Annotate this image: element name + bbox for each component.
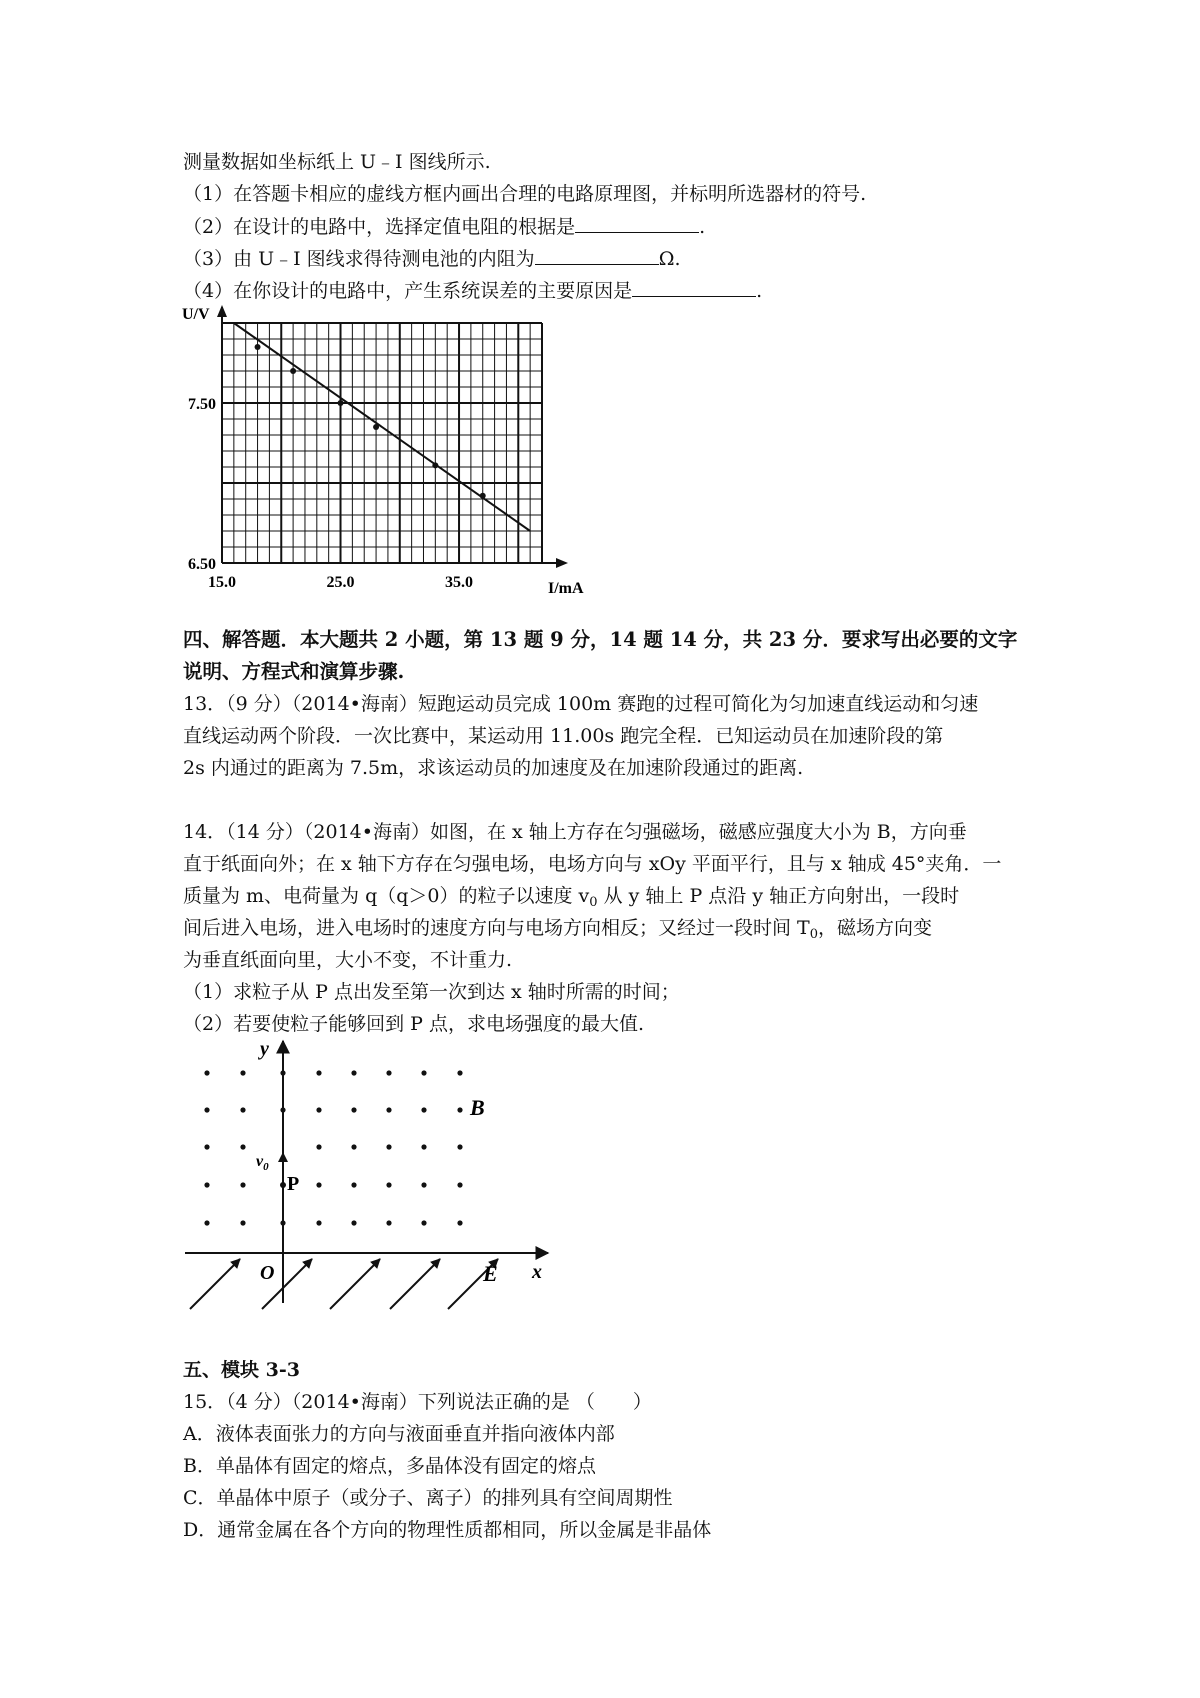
q14-part-1: （1）求粒子从 P 点出发至第一次到达 x 轴时所需的时间； (183, 981, 680, 1003)
y-axis-label: U/V (182, 306, 210, 323)
q15-option-c[interactable]: C．单晶体中原子（或分子、离子）的排列具有空间周期性 (183, 1487, 673, 1509)
field-dot (316, 1144, 321, 1149)
v-subscript: 0 (263, 1161, 269, 1173)
data-point (338, 400, 344, 406)
question-part-4 (183, 278, 762, 303)
q4-end: . (756, 280, 763, 302)
field-dot (457, 1182, 462, 1187)
q14-part-2: （2）若要使粒子能够回到 P 点，求电场强度的最大值. (183, 1013, 644, 1035)
point-p (280, 1182, 286, 1188)
x-axis-label: x (532, 1261, 542, 1283)
y-tick-label: 7.50 (188, 396, 216, 413)
q13-line-2: 直线运动两个阶段．一次比赛中，某运动用 11.00s 跑完全程．已知运动员在加速阶段的第 (183, 725, 944, 747)
field-dot (421, 1107, 426, 1112)
q4-text: （4）在你设计的电路中，产生系统误差的主要原因是 (183, 280, 633, 302)
field-dot (204, 1144, 209, 1149)
question-part-3 (183, 246, 680, 271)
q15-option-b[interactable]: B．单晶体有固定的熔点，多晶体没有固定的熔点 (183, 1455, 596, 1477)
q13-line-3: 2s 内通过的距离为 7.5m，求该运动员的加速度及在加速阶段通过的距离. (183, 757, 804, 779)
field-dot (457, 1220, 462, 1225)
u-i-chart (180, 305, 640, 595)
q14-l3-text-b: 从 y 轴上 P 点沿 y 轴正方向射出，一段时 (597, 885, 960, 907)
field-dot (204, 1070, 209, 1075)
field-b-label: B (470, 1095, 485, 1120)
field-dot (386, 1107, 391, 1112)
field-dot (280, 1220, 285, 1225)
field-dot (240, 1070, 245, 1075)
section-4-heading: 四、解答题．本大题共 2 小题，第 13 题 9 分，14 题 14 分，共 23 分．要求写出必要的文字 (183, 628, 1018, 651)
field-diagram (180, 1035, 560, 1315)
q2-end: . (699, 216, 706, 238)
field-dot (351, 1220, 356, 1225)
x-axis-arrow (556, 558, 568, 568)
field-dot (421, 1070, 426, 1075)
field-dot (351, 1144, 356, 1149)
field-dot (386, 1070, 391, 1075)
electric-field-arrow (330, 1259, 380, 1309)
q14-line-1: 14．（14 分）（2014•海南）如图，在 x 轴上方存在匀强磁场，磁感应强度大小为 B，方向垂 (183, 821, 967, 843)
field-dot (204, 1220, 209, 1225)
q15-option-d[interactable]: D．通常金属在各个方向的物理性质都相同，所以金属是非晶体 (183, 1519, 712, 1541)
field-e-label: E (483, 1261, 498, 1286)
q2-text: （2）在设计的电路中，选择定值电阻的根据是 (183, 216, 576, 238)
q14-l4-text: 间后进入电场，进入电场时的速度方向与电场方向相反；又经过一段时间 T (183, 917, 810, 939)
x-axis-label: I/mA (548, 580, 584, 595)
data-point (480, 493, 486, 499)
field-dot (240, 1144, 245, 1149)
chart-marks (234, 323, 530, 531)
answer-blank[interactable] (632, 278, 756, 297)
q3-end: Ω. (658, 248, 681, 270)
field-dot (386, 1182, 391, 1187)
q14-line-4 (183, 916, 932, 947)
magnetic-field-dots (204, 1070, 462, 1225)
section-5-heading: 五、模块 3-3 (183, 1359, 300, 1381)
field-dot (204, 1107, 209, 1112)
answer-blank[interactable] (535, 246, 659, 265)
field-dot (316, 1220, 321, 1225)
q14-line-5: 为垂直纸面向里，大小不变，不计重力. (183, 949, 513, 971)
data-point (373, 424, 379, 430)
field-dot (204, 1182, 209, 1187)
electric-field-arrows (190, 1259, 498, 1309)
fit-line (234, 323, 530, 531)
field-dot (240, 1107, 245, 1112)
q14-l3-text: 质量为 m、电荷量为 q（q＞0）的粒子以速度 v (183, 885, 590, 907)
x-tick-label: 15.0 (208, 574, 236, 591)
velocity-label (256, 1153, 269, 1173)
field-dot (351, 1107, 356, 1112)
x-tick-label: 35.0 (445, 574, 474, 591)
data-point (290, 368, 296, 374)
y-axis-arrow (217, 305, 227, 317)
v-subscript: 0 (589, 895, 598, 910)
q3-text: （3）由 U﹣I 图线求得待测电池的内阻为 (183, 248, 535, 270)
field-dot (351, 1070, 356, 1075)
y-tick-label: 6.50 (188, 556, 216, 573)
q14-l4-text-b: ，磁场方向变 (818, 917, 933, 939)
q14-line-3 (183, 884, 959, 915)
question-part-1: （1）在答题卡相应的虚线方框内画出合理的电路原理图，并标明所选器材的符号. (183, 183, 867, 205)
field-dot (316, 1070, 321, 1075)
section-4-heading-cont: 说明、方程式和演算步骤. (183, 660, 405, 683)
field-dot (316, 1107, 321, 1112)
y-axis-label: y (260, 1038, 269, 1060)
origin-label: O (260, 1262, 275, 1284)
field-dot (457, 1107, 462, 1112)
field-dot (457, 1144, 462, 1149)
q15-option-a[interactable]: A．液体表面张力的方向与液面垂直并指向液体内部 (183, 1423, 615, 1445)
field-dot (421, 1182, 426, 1187)
field-dot (386, 1220, 391, 1225)
field-dot (316, 1182, 321, 1187)
field-dot (351, 1182, 356, 1187)
field-dot (240, 1182, 245, 1187)
v-label: v (256, 1153, 264, 1170)
field-dot (240, 1220, 245, 1225)
chart-axes (182, 305, 584, 595)
electric-field-arrow (390, 1259, 440, 1309)
field-dot (421, 1144, 426, 1149)
t-subscript: 0 (809, 927, 818, 942)
x-tick-label: 25.0 (326, 574, 355, 591)
field-dot (457, 1070, 462, 1075)
point-p-label: P (287, 1173, 300, 1195)
q13-line-1: 13．（9 分）（2014•海南）短跑运动员完成 100m 赛跑的过程可简化为匀加速直线运动和匀速 (183, 693, 979, 715)
answer-blank[interactable] (575, 214, 699, 233)
field-dot (280, 1070, 285, 1075)
intro-line: 测量数据如坐标纸上 U﹣I 图线所示. (183, 151, 491, 173)
q15-stem: 15．（4 分）（2014•海南）下列说法正确的是 （ ） (183, 1391, 652, 1413)
data-point (432, 462, 438, 468)
data-point (255, 344, 261, 350)
field-dot (386, 1144, 391, 1149)
field-dot (280, 1107, 285, 1112)
q14-line-2: 直于纸面向外；在 x 轴下方存在匀强电场，电场方向与 xOy 平面平行，且与 x 轴成 45°夹角．一 (183, 853, 1002, 875)
chart-grid (222, 323, 542, 563)
electric-field-arrow (190, 1259, 240, 1309)
question-part-2 (183, 214, 705, 239)
field-dot (421, 1220, 426, 1225)
